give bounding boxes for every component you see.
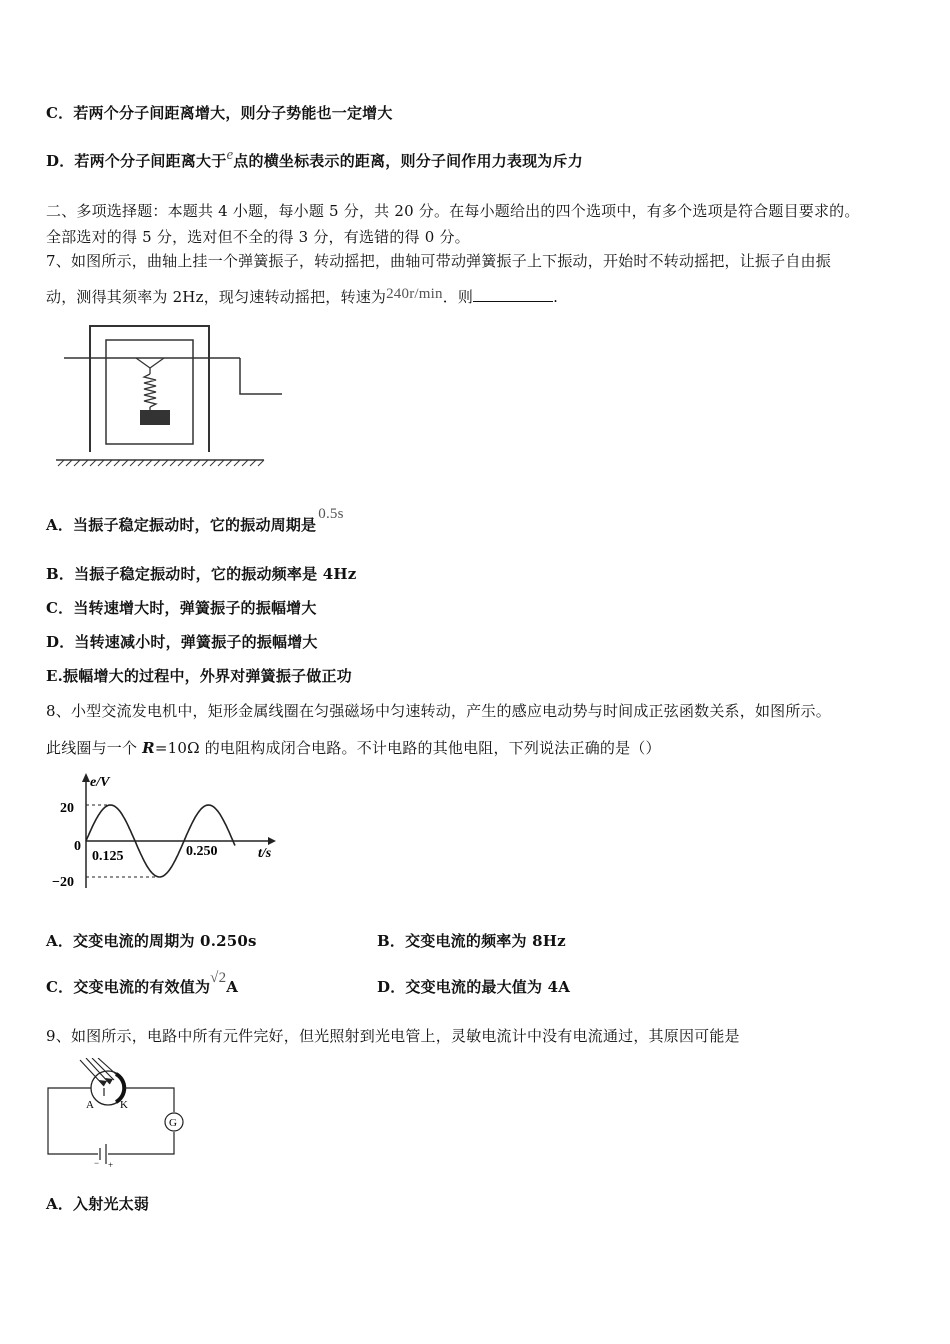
speed-value: 240r/min (386, 286, 443, 302)
y-axis-label: e/V (90, 775, 110, 790)
q7-option-d[interactable]: D．当转速减小时，弹簧振子的振幅增大 (46, 633, 318, 651)
galvanometer-label: G (169, 1117, 177, 1129)
q8-option-a[interactable]: A．交变电流的周期为 0.250s (46, 932, 257, 950)
x-axis-label: t/s (258, 846, 272, 861)
q7-option-a[interactable]: A．当振子稳定振动时，它的振动周期是0.5s (46, 506, 344, 534)
q7-line2: 动，测得其须率为 2Hz，现匀速转动摇把，转速为240r/min．则 . (46, 286, 559, 306)
battery-plus: + (108, 1160, 114, 1170)
x-tick-0-250: 0.250 (186, 844, 218, 859)
answer-blank[interactable] (473, 287, 553, 302)
section2-line1: 二、多项选择题：本题共 4 小题，每小题 5 分，共 20 分。在每小题给出的四个选项中，有多个选项是符合题目要求的。 (46, 202, 860, 220)
sqrt2: √2 (210, 970, 227, 986)
q8-line2: 此线圈与一个 R=10Ω 的电阻构成闭合电路。不计电路的其他电阻，下列说法正确的是（） (46, 739, 661, 757)
period-value: 0.5s (318, 506, 344, 522)
q8-emf-chart (52, 770, 282, 894)
q8-option-d[interactable]: D．交变电流的最大值为 4A (377, 978, 571, 996)
x-tick-0-125: 0.125 (92, 849, 124, 864)
q9-phototube-circuit (44, 1058, 194, 1170)
q7-crank-figure (54, 322, 286, 468)
q9-option-a[interactable]: A．入射光太弱 (46, 1195, 150, 1213)
y-axis-arrow (82, 773, 90, 782)
y-tick-0: 0 (74, 839, 81, 854)
y-tick-20: 20 (60, 801, 74, 816)
q7-line1: 7、如图所示，曲轴上挂一个弹簧振子，转动摇把，曲轴可带动弹簧振子上下振动，开始时不转动摇把，让振子自由振 (46, 252, 831, 270)
q9-line1: 9、如图所示，电路中所有元件完好，但光照射到光电管上，灵敏电流计中没有电流通过，其原因可能是 (46, 1027, 740, 1045)
y-tick-minus-20: −20 (52, 875, 74, 890)
label-k: K (120, 1099, 128, 1111)
q7-option-e[interactable]: E.振幅增大的过程中，外界对弹簧振子做正功 (46, 667, 352, 685)
label-a: A (86, 1099, 94, 1111)
q8-option-c[interactable]: C．交变电流的有效值为√2A (46, 970, 239, 996)
q7-option-c[interactable]: C．当转速增大时，弹簧振子的振幅增大 (46, 599, 317, 617)
battery-minus: − (94, 1158, 100, 1168)
section2-line2: 全部选对的得 5 分，选对但不全的得 3 分，有选错的得 0 分。 (46, 228, 470, 246)
q8-option-b[interactable]: B．交变电流的频率为 8Hz (377, 932, 566, 950)
q8-line1: 8、小型交流发电机中，矩形金属线圈在匀强磁场中匀速转动，产生的感应电动势与时间成正弦函数关系，如图所示。 (46, 702, 831, 720)
q6-option-d: D．若两个分子间距离大于e点的横坐标表示的距离，则分子间作用力表现为斥力 (46, 147, 583, 170)
e-symbol: e (226, 147, 234, 163)
x-axis-arrow (268, 837, 276, 845)
q6-option-c: C．若两个分子间距离增大，则分子势能也一定增大 (46, 104, 393, 122)
q7-option-b[interactable]: B．当振子稳定振动时，它的振动频率是 4Hz (46, 565, 357, 583)
